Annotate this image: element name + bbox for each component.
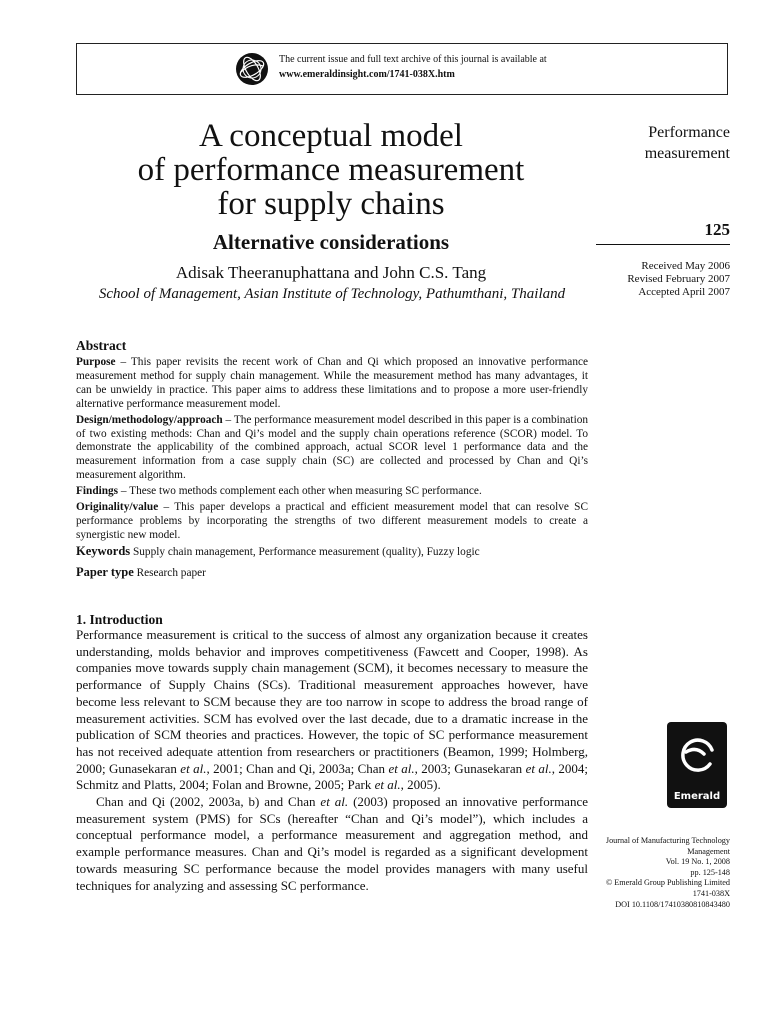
intro-text: (2003) proposed an innovative performance measurement system (PMS) for SCs (hereafter “Chan and Qi’s model”), which includes a conceptual performance model, a performance measurement and aggregation method, and example performance measures. Chan and Qi’s model is regarded as a significant development towards measuring SC performance because the model provides managers with many useful techniques for analyzing and assessing SC performance. <box>76 794 588 893</box>
et-al: et al. <box>388 760 415 776</box>
abstract-findings <box>76 485 588 499</box>
journal-citation-info <box>588 836 730 910</box>
emerald-globe-icon <box>235 52 269 86</box>
paper-type-label: Paper type <box>76 564 134 579</box>
journal-name: Journal of Manufacturing Technology <box>605 836 730 845</box>
intro-text: , 2003; Gunasekaran <box>414 760 526 776</box>
title-line: of performance measurement <box>137 152 525 188</box>
intro-text: Chan and Qi (2002, 2003a, b) and Chan <box>96 794 321 810</box>
introduction-heading: 1. Introduction <box>76 612 163 627</box>
et-al: et al. <box>374 777 401 793</box>
received-date: Received May 2006 <box>641 260 730 272</box>
authors: Adisak Theeranuphattana and John C.S. Tang <box>175 263 487 282</box>
journal-copyright: © Emerald Group Publishing Limited <box>605 878 730 888</box>
intro-paragraph <box>76 794 588 894</box>
journal-name-cont: Management <box>687 846 730 856</box>
intro-text: , 2001; Chan and Qi, 2003a; Chan <box>206 760 389 776</box>
abstract-purpose <box>76 356 588 412</box>
keywords-label: Keywords <box>76 543 131 558</box>
notice-text: The current issue and full text archive of this journal is available at <box>279 54 547 65</box>
findings-text: – These two methods complement each other when measuring SC performance. <box>118 485 482 498</box>
emerald-logo <box>667 722 727 808</box>
et-al: et al. <box>525 760 552 776</box>
title-line: A conceptual model <box>199 118 463 154</box>
intro-text: , 2005). <box>400 777 441 793</box>
title-line: for supply chains <box>217 186 445 222</box>
journal-notice-box <box>76 43 728 95</box>
page-number: 125 <box>704 220 730 239</box>
abstract-heading: Abstract <box>76 338 127 353</box>
et-al: et al. <box>320 794 349 810</box>
accepted-date: Accepted April 2007 <box>638 286 730 298</box>
purpose-label: Purpose <box>76 356 116 368</box>
submission-dates <box>596 260 730 299</box>
intro-paragraph <box>76 627 588 794</box>
journal-doi: DOI 10.1108/17410380810843480 <box>615 899 730 909</box>
journal-pages: pp. 125-148 <box>690 867 730 877</box>
journal-volume: Vol. 19 No. 1, 2008 <box>665 857 730 867</box>
abstract-section <box>76 337 588 583</box>
et-al: et al. <box>180 760 207 776</box>
paper-subtitle: Alternative considerations <box>212 230 450 254</box>
affiliation: School of Management, Asian Institute of Technology, Pathumthani, Thailand <box>98 286 566 302</box>
journal-issn: 1741-038X <box>692 888 730 898</box>
abstract-keywords <box>76 545 588 560</box>
revised-date: Revised February 2007 <box>627 273 730 285</box>
purpose-text: – This paper revisits the recent work of Chan and Qi which proposed an innovative performance measurement method for supply chain management. While the measurement method has many advantages, it can be unwieldy in practice. This paper aims to address these limitations and to propose a more user-friendly alternative performance measurement model. <box>76 356 588 410</box>
paper-type-text: Research paper <box>133 566 206 579</box>
emerald-wordmark: Emerald <box>673 791 721 802</box>
margin-divider <box>596 244 730 245</box>
abstract-originality <box>76 501 588 543</box>
originality-text: – This paper develops a practical and efficient measurement model that can resolve SC performance problems by incorporating the strengths of two different measurement models to create a synergistic new model. <box>76 501 588 541</box>
keywords-text: Supply chain management, Performance measurement (quality), Fuzzy logic <box>130 545 480 558</box>
abstract-design <box>76 414 588 484</box>
intro-text: , 2004; Schmitz and Platts, 2004; Folan and Browne, 2005; Park <box>76 760 589 793</box>
design-label: Design/methodology/approach <box>76 413 223 426</box>
design-text: – The performance measurement model described in this paper is a combination of two existing methods: Chan and Qi’s model and the supply chain operations reference (SCOR) model. To demonstrate the applicability of the combined approach, actual SCOR level 1 performance data and the measurement information from a case supply chain (SC) are collected and processed by Chan and Qi’s measurement algorithm. <box>76 413 588 482</box>
abstract-paper-type <box>76 566 588 581</box>
originality-label: Originality/value <box>76 501 159 514</box>
paper-title <box>76 119 586 221</box>
introduction-body <box>76 627 588 894</box>
intro-text: Performance measurement is critical to the success of almost any organization because it creates understanding, molds behavior and improves competitiveness (Fawcett and Cooper, 1998). As companies move towards supply chain management (SCM), it becomes necessary to measure the performance of Supply Chains (SCs). Traditional measurement approaches however, have become less relevant to SCM because they are too narrow in scope to address the broad range of measurement activities. SCM has evolved over the last decade, due to a dramatic increase in the publication of SCM theories and practices. However, the topic of SC performance measurement has not received adequate attention from researchers or practitioners (Beamon, 1999; Holmberg, 2000; Gunasekaran <box>76 627 588 776</box>
emerald-swirl-icon <box>674 728 720 786</box>
running-head: Performance measurement <box>644 124 730 162</box>
journal-url-link[interactable]: www.emeraldinsight.com/1741-038X.htm <box>279 69 455 80</box>
findings-label: Findings <box>76 485 119 498</box>
